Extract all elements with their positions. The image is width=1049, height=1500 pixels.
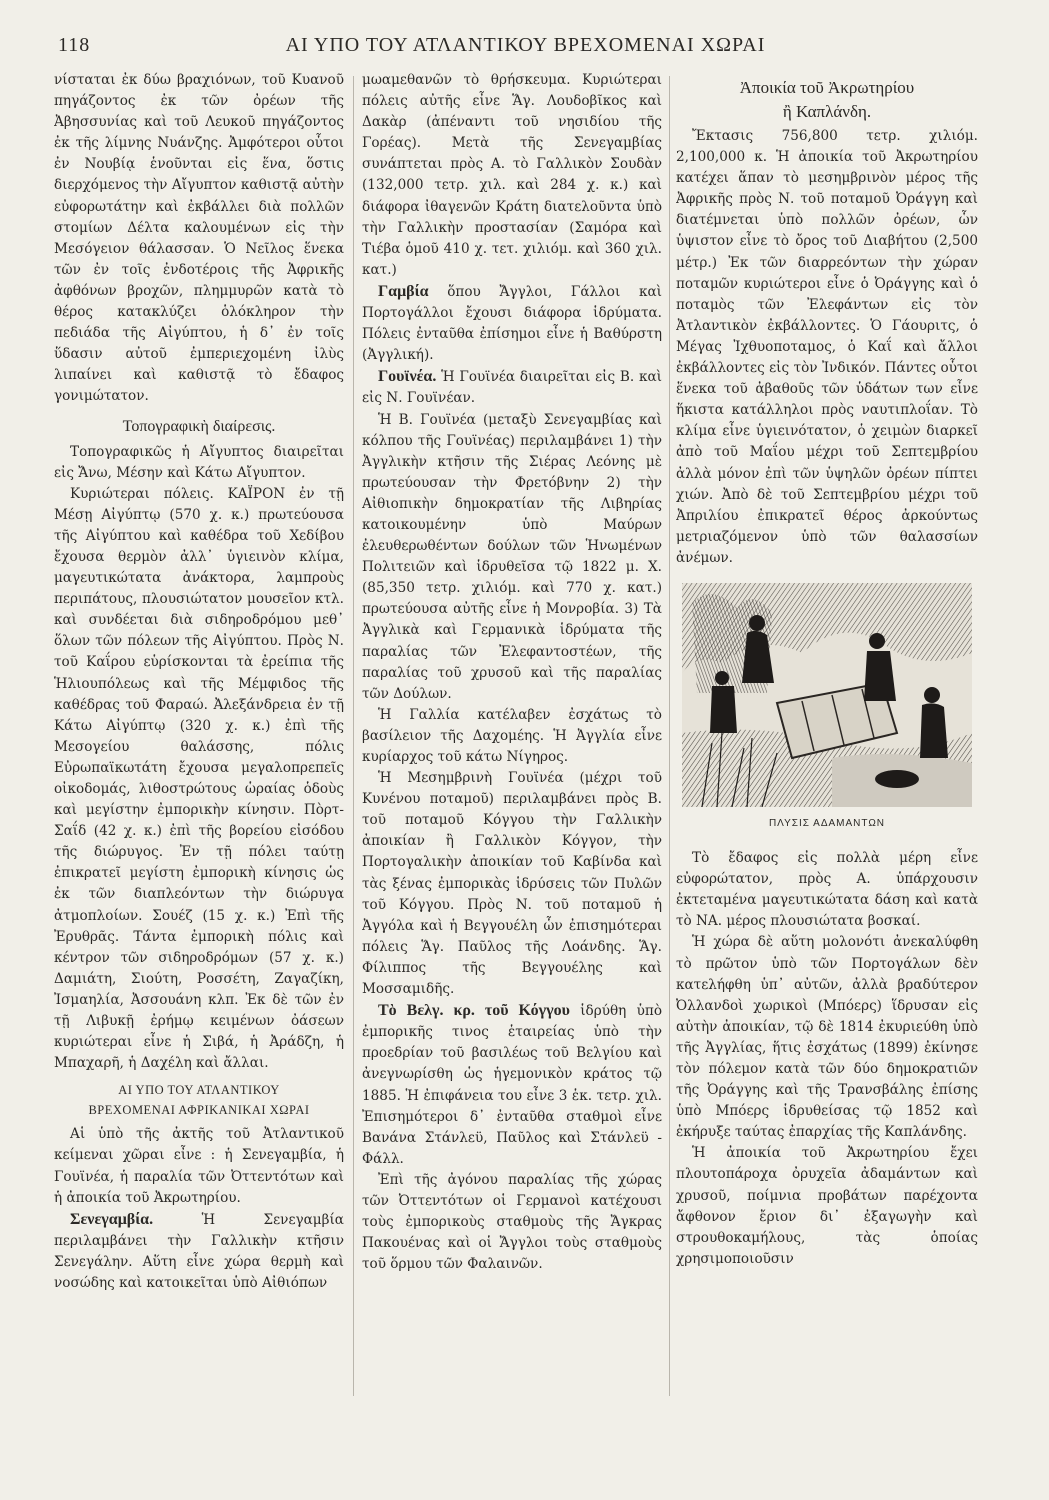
- column-rule: [353, 76, 354, 1396]
- paragraph: Ἡ χώρα δὲ αὕτη μολονότι ἀνεκαλύφθη τὸ πρῶτον ὑπὸ τῶν Πορτογάλων δὲν κατελήφθη ὑπ᾽ αὐτῶν, ἀλλὰ βραδύτερον Ὀλλανδοὶ χωρικοὶ (Μπόερς) ἵδρυσαν εἰς αὐτὴν ἀποικίαν, τῷ δὲ 1814 ἐκυριεύθη ὑπὸ τῆς Ἀγγλίας, ἥτις ἐσχάτως (1899) ἐκίνησε τὸν πόλεμον κατὰ τῶν δύο δημοκρατιῶν τῆς Ὀράγγης καὶ τῆς Τρανσβάλης ἐπίσης ὑπὸ Μπόερς ἱδρυθείσας τῷ 1852 καὶ ἐκήρυξε ταύτας ἐπαρχίας τῆς Καπλάνδης.: [676, 934, 978, 1141]
- paragraph: Αἱ ὑπὸ τῆς ἀκτῆς τοῦ Ἀτλαντικοῦ κείμεναι χῶραι εἶνε : ἡ Σενεγαμβία, ἡ Γουϊνέα, ἡ παραλία τῶν Ὀττεντότων καὶ ἡ ἀποικία τοῦ Ἀκρωτηρίου.: [54, 1126, 344, 1206]
- column-2: [362, 70, 662, 1445]
- paragraph: [54, 1209, 344, 1294]
- paragraph: Ἐπὶ τῆς ἀγόνου παραλίας τῆς χώρας τῶν Ὀττεντότων οἱ Γερμανοὶ κατέχουσι τοὺς ἐμπορικοὺς σταθμοὺς τῆς Ἄγκρας Πακουένας καὶ οἱ Ἄγγλοι τοὺς σταθμοὺς τοῦ ὅρμου τῶν Φαλαινῶν.: [362, 1171, 662, 1273]
- paragraph-body: Ἡ Γουϊνέα διαιρεῖται εἰς Β. καὶ εἰς Ν. Γουϊνέαν.: [362, 369, 662, 407]
- running-title: ΑΙ ΥΠΟ ΤΟΥ ΑΤΛΑΝΤΙΚΟΥ ΒΡΕΧΟΜΕΝΑΙ ΧΩΡΑΙ: [285, 34, 766, 56]
- engraving-image: [682, 583, 972, 807]
- section-heading: [676, 76, 978, 124]
- paragraph: [362, 281, 662, 366]
- page-number: 118: [58, 34, 91, 56]
- paragraph: Ἡ Β. Γουϊνέα (μεταξὺ Σενεγαμβίας καὶ κόλπου τῆς Γουϊνέας) περιλαμβάνει 1) τὴν Ἀγγλικὴν κτῆσιν τῆς Σιέρας Λεόνης μὲ πρωτεύουσαν τὴν Φρετόβνην 2) τὴν Αἰθιοπικὴν δημοκρατίαν τῆς Λιβηρίας κατοικουμένην ὑπὸ Μαύρων ἐλευθερωθέντων δούλων τῶν Ἡνωμένων Πολιτειῶν καὶ ἱδρυθεῖσα τῷ 1822 μ. Χ. (85,350 τετρ. χιλιόμ. καὶ 770 χ. κατ.) πρωτεύουσα αὐτῆς εἶνε ἡ Μονροβία. 3) Τὰ Ἀγγλικὰ καὶ Γερμανικὰ ἱδρύματα τῆς παραλίας τῶν Ἐλεφαντοστέων, τῆς παραλίας τοῦ χρυσοῦ καὶ τῆς παραλίας τῶν Δούλων.: [362, 411, 662, 702]
- paragraph: Κυριώτεραι πόλεις. ΚΑΪΡΟΝ ἐν τῇ Μέσῃ Αἰγύπτῳ (570 χ. κ.) πρωτεύουσα τῆς Αἰγύπτου καὶ καθέδρα τοῦ Χεδίβου ἔχουσα θερμὸν ἀλλ᾽ ὑγιεινὸν κλίμα, μαγευτικώτατα ἀνάκτορα, λαμπροὺς περιπάτους, πλουσιώτατον μουσεῖον κτλ. καὶ συνδέεται διὰ σιδηροδρόμου μεθ᾽ ὅλων τῶν πόλεων τῆς Αἰγύπτου. Πρὸς Ν. τοῦ Καΐρου εὑρίσκονται τὰ ἐρείπια τῆς Ἡλιουπόλεως καὶ τῆς Μέμφιδος τῆς καθέδρας τοῦ Φαραώ. Ἀλεξάνδρεια ἐν τῇ Κάτω Αἰγύπτῳ (320 χ. κ.) ἐπὶ τῆς Μεσογείου θαλάσσης, πόλις Εὐρωπαϊκωτάτη ἔχουσα μεγαλοπρεπεῖς οἰκοδομάς, λιθοστρώτους ὡραίας ὁδοὺς καὶ μεγίστην ἐμπορικὴν κίνησιν. Πὸρτ-Σαΐδ (42 χ. κ.) ἐπὶ τῆς βορείου εἰσόδου τῆς διώρυγος. Ἐν τῇ πόλει ταύτῃ ἐπικρατεῖ μεγίστη ἐμπορικὴ κίνησις ὡς ἐκ τῶν διαπλεόντων τὴν διώρυγα ἀτμοπλοίων. Σουέζ (15 χ. κ.) Ἐπὶ τῆς Ἐρυθρᾶς. Τάντα ἐμπορικὴ πόλις καὶ κέντρον τῶν σιδηροδρόμων (57 χ. κ.) Δαμιάτη, Σιούτη, Ροσσέτη, Ζαγαζίκη, Ἰσμαηλία, Ἀσσουάνη κλπ. Ἐκ δὲ τῶν ἐν τῇ Λιβυκῇ ἐρήμῳ κειμένων ὀάσεων κυριώτεραι εἶνε ἡ Σιβά, ἡ Ἀράδζη, ἡ Μπαχαρῆ, ἡ Δαχέλη καὶ ἄλλαι.: [54, 485, 344, 1072]
- paragraph-lead: Γουϊνέα.: [378, 368, 437, 386]
- section-heading-line: ΑΙ ΥΠΟ ΤΟΥ ΑΤΛΑΝΤΙΚΟΥ: [118, 1083, 280, 1098]
- paragraph: Ἡ Γαλλία κατέλαβεν ἐσχάτως τὸ βασίλειον τῆς Δαχομέης. Ἡ Ἀγγλία εἶνε κυρίαρχος τοῦ κάτω Νίγηρος.: [362, 706, 662, 765]
- section-heading-line: Ἀποικία τοῦ Ἀκρωτηρίου: [739, 78, 915, 97]
- paragraph-lead: Σενεγαμβία.: [70, 1210, 154, 1228]
- paragraph-body: ἱδρύθη ὑπὸ ἐμπορικῆς τινος ἑταιρείας ὑπὸ τὴν προεδρίαν τοῦ βασιλέως τοῦ Βελγίου καὶ ἀνεγνωρίσθη ὡς ἡγεμονικὸν κράτος τῷ 1885. Ἡ ἐπιφάνεια του εἶνε 3 ἑκ. τετρ. χιλ. Ἐπισημότεροι δ᾽ ἐνταῦθα σταθμοὶ εἶνε Βανάνα Στάνλεϋ, Παῦλος καὶ Στάνλεϋ - Φάλλ.: [362, 1003, 662, 1167]
- engraving-illustration: [682, 583, 972, 807]
- paragraph: νίσταται ἐκ δύω βραχιόνων, τοῦ Κυανοῦ πηγάζοντος ἐκ τῶν ὀρέων τῆς Ἀβησσυνίας καὶ τοῦ Λευκοῦ πηγάζοντος ἐκ τῆς λίμνης Νυάνζης. Ἀμφότεροι οὗτοι ἐν Νουβίᾳ ἑνοῦνται εἰς ἕνα, ὅστις διερχόμενος τὴν Αἴγυπτον καθιστᾷ αὐτὴν εὐφορωτάτην καὶ ἐκβάλλει διὰ πολλῶν στομίων Δέλτα καλουμένων εἰς τὴν Μεσόγειον θάλασσαν. Ὁ Νεῖλος ἕνεκα τῶν ἐν τοῖς ἐνδοτέροις τῆς Ἀφρικῆς ἀφθόνων βροχῶν, πλημμυρῶν κατὰ τὸ θέρος κατακλύζει ὁλόκληρον τὴν πεδιάδα τῆς Αἰγύπτου, ἡ δ᾽ ἐν τοῖς ὕδασιν αὐτοῦ ἐμπεριεχομένη ἰλὺς λιπαίνει καὶ καθιστᾷ τὸ ἔδαφος γονιμώτατον.: [54, 72, 344, 405]
- paragraph-lead: Γαμβία: [378, 282, 429, 300]
- paragraph: Τοπογραφικῶς ἡ Αἴγυπτος διαιρεῖται εἰς Ἄνω, Μέσην καὶ Κάτω Αἴγυπτον.: [54, 443, 344, 481]
- paragraph: Ἡ Μεσημβρινὴ Γουϊνέα (μέχρι τοῦ Κυνένου ποταμοῦ) περιλαμβάνει πρὸς Β. τοῦ ποταμοῦ Κόγγου τὴν Γαλλικὴν ἀποικίαν ἢ Γαλλικὸν Κόγγον, τὴν Πορτογαλικὴν ἀποικίαν τοῦ Καβίνδα καὶ τὰς ξένας ἐμπορικὰς ἱδρύσεις τῶν Πυλῶν τοῦ Κόγγου. Πρὸς Ν. τοῦ ποταμοῦ ἡ Ἀγγόλα καὶ ἡ Βεγγουέλη ὧν ἐπισημότεραι πόλεις Ἅγ. Παῦλος τῆς Λοάνδης. Ἅγ. Φίλιππος τῆς Βεγγουέλης καὶ Μοσσαμιδῆς.: [362, 770, 662, 998]
- figure-caption: ΠΛΥΣΙΣ ΑΔΑΜΑΝΤΩΝ: [768, 817, 886, 829]
- paragraph: Τὸ ἔδαφος εἰς πολλὰ μέρη εἶνε εὐφορώτατον, πρὸς Α. ὑπάρχουσιν ἐκτεταμένα μαγευτικώτατα δάση καὶ κατὰ τὸ ΝΑ. μέρος πλουσιώτατα βοσκαί.: [676, 850, 978, 930]
- section-heading: [54, 1080, 344, 1120]
- paragraph-body: ὅπου Ἄγγλοι, Γάλλοι καὶ Πορτογάλλοι ἔχουσι διάφορα ἱδρύματα. Πόλεις ἐνταῦθα ἐπίσημοι εἶνε ἡ Βαθύρστη (Ἀγγλική).: [362, 283, 662, 364]
- paragraph-lead: Τὸ Βελγ. κρ. τοῦ Κόγγου: [378, 1002, 570, 1020]
- page-header: [58, 34, 993, 64]
- section-heading: Τοπογραφικὴ διαίρεσις.: [122, 417, 276, 435]
- paragraph: Ἔκτασις 756,800 τετρ. χιλιόμ. 2,100,000 κ. Ἡ ἀποικία τοῦ Ἀκρωτηρίου κατέχει ἅπαν τὸ μεσημβρινὸν μέρος τῆς Ἀφρικῆς πρὸς Ν. τοῦ ποταμοῦ Ὀράγγη καὶ διατέμνεται ὑπὸ πολλῶν ὀρέων, ὧν ὑψιστον εἶνε τὸ ὄρος τοῦ Διαβήτου (2,500 μέτρ.) Ἐκ τῶν διαρρεόντων τὴν χώραν ποταμῶν κυριώτεροι εἶνε ὁ Ὀράγγης καὶ ὁ ποταμὸς τῶν Ἐλεφάντων εἰς τὸν Ἀτλαντικὸν ἐκβάλλοντες. Ὁ Γάουριτς, ὁ Μέγας Ἰχθυοποταμος, ὁ Καΐ καὶ ἄλλοι ἐκβάλλοντες εἰς τὸν Ἰνδικόν. Πάντες οὗτοι ἕνεκα τοῦ ἀβαθοῦς τῶν ὑδάτων των εἶνε ἥκιστα κατάλληλοι πρὸς ναυτιπλοΐαν. Τὸ κλίμα εἶνε ὑγιεινότατον, ὁ χειμὼν διαρκεῖ ἀπὸ τοῦ Μαΐου μέχρι τοῦ Σεπτεμβρίου ἀλλὰ μόνον ἐπὶ τῶν ὑψηλῶν ὀρέων πίπτει χιών. Ἀπὸ δὲ τοῦ Σεπτεμβρίου μέχρι τοῦ Ἀπριλίου ἐπικρατεῖ θέρος ἀρκούντως μετριαζόμενον ὑπὸ τῶν θαλασσίων ἀνέμων.: [676, 128, 978, 566]
- paragraph-body: Ἡ Σενεγαμβία περιλαμβάνει τὴν Γαλλικὴν κτῆσιν Σενεγάλην. Αὕτη εἶνε χώρα θερμὴ καὶ νοσώδης καὶ κατοικεῖται ὑπὸ Αἰθιόπων: [54, 1211, 344, 1291]
- section-heading-line: ἢ Καπλάνδη.: [782, 102, 872, 121]
- paragraph: μωαμεθανῶν τὸ θρήσκευμα. Κυριώτεραι πόλεις αὐτῆς εἶνε Ἅγ. Λουδοβῖκος καὶ Δακὰρ (ἀπέναντι τοῦ νησιδίου τῆς Γορέας). Μετὰ τῆς Σενεγαμβίας συνάπτεται πρὸς Α. τὸ Γαλλικὸν Σουδὰν (132,000 τετρ. χιλ. καὶ 284 χ. κ.) καὶ διάφορα ἰθαγενῶν Κράτη διατελοῦντα ὑπὸ τὴν Γαλλικὴν προστασίαν (Σαμόρα καὶ Τιέβα ὁμοῦ 410 χ. τετ. χιλιόμ. καὶ 360 χιλ. κατ.): [362, 72, 662, 278]
- column-rule: [669, 76, 670, 1396]
- paragraph: [362, 1000, 662, 1170]
- section-heading-line: ΒΡΕΧΟΜΕΝΑΙ ΑΦΡΙΚΑΝΙΚΑΙ ΧΩΡΑΙ: [88, 1103, 310, 1118]
- column-1: [54, 70, 344, 1445]
- paragraph: [362, 366, 662, 409]
- column-3: [676, 70, 978, 1445]
- paragraph: Ἡ ἀποικία τοῦ Ἀκρωτηρίου ἔχει πλουτοπάροχα ὀρυχεῖα ἀδαμάντων καὶ χρυσοῦ, ποίμνια προβάτων παρέχοντα ἄφθονον ἔριον δι᾽ ἐξαγωγὴν καὶ στρουθοκαμήλους, τὰς ὁποίας χρησιμοποιοῦσιν: [676, 1145, 978, 1267]
